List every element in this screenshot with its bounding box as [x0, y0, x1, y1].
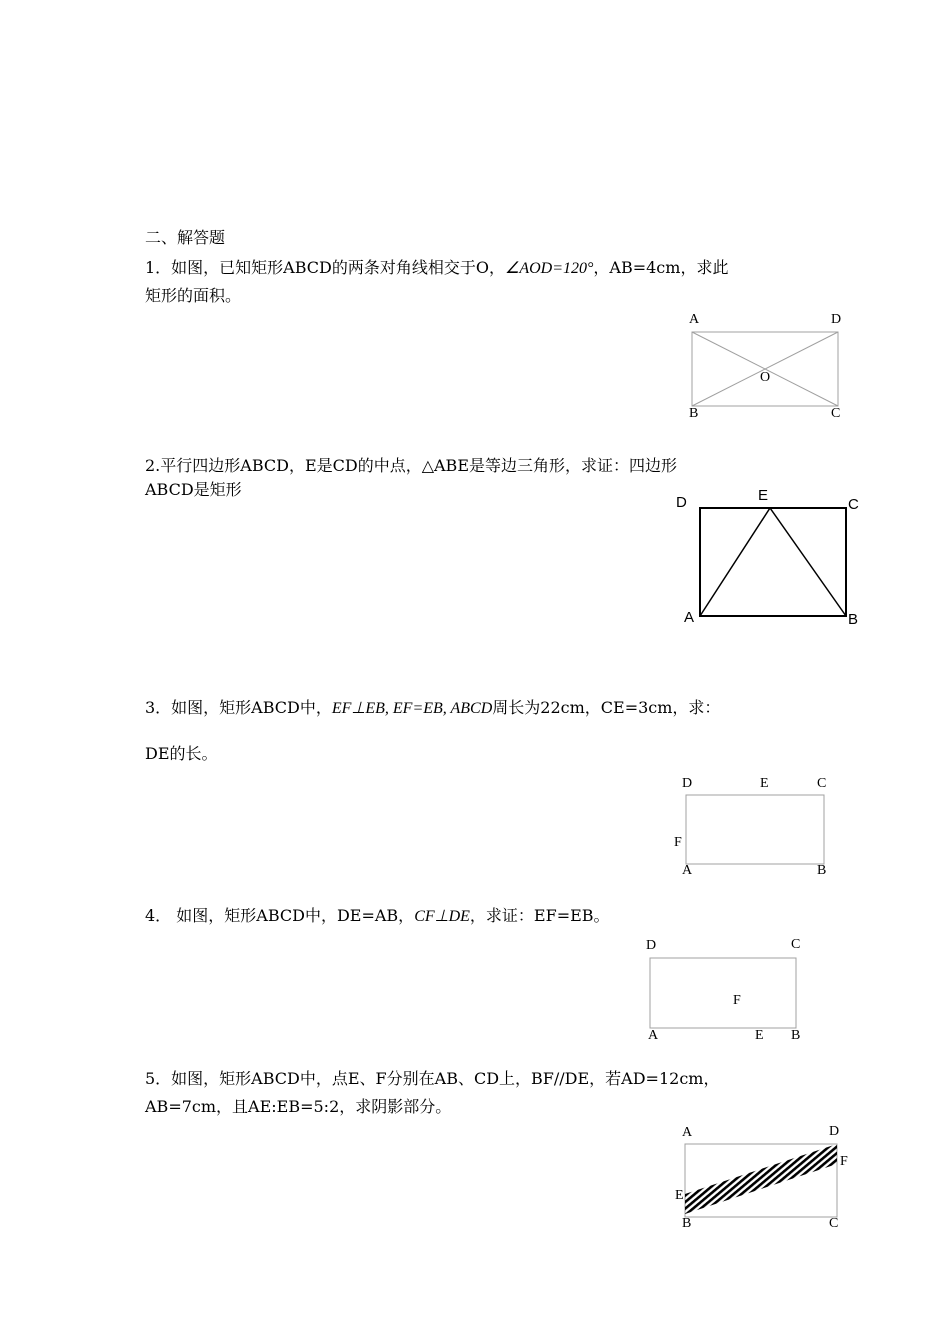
q4-math: CF⊥DE: [414, 908, 470, 925]
q5-label-f: F: [840, 1154, 848, 1169]
q1-text-a: 1．如图，已知矩形ABCD的两条对角线相交于O，: [145, 258, 505, 277]
q3-text-b: 周长为22cm，CE=3cm，求：: [492, 698, 721, 717]
q2-label-d: D: [676, 494, 687, 511]
q1-label-d: D: [831, 312, 842, 327]
q3-label-a: A: [682, 863, 693, 878]
section-title: 二、解答题: [145, 228, 226, 247]
q2-label-c: C: [848, 496, 859, 513]
q1-label-c: C: [831, 406, 841, 421]
q5-label-d: D: [829, 1124, 840, 1139]
q2-line1: 2.平行四边形ABCD，E是CD的中点，△ABE是等边三角形，求证：四边形: [145, 456, 677, 475]
q2-label-a: A: [684, 609, 695, 626]
q2-label-e: E: [758, 487, 769, 504]
q2-line2: ABCD是矩形: [145, 480, 242, 499]
q4-label-c: C: [791, 937, 801, 952]
q3-line2: DE的长。: [145, 744, 218, 763]
q5-line2: AB=7cm，且AE:EB=5:2，求阴影部分。: [145, 1097, 452, 1116]
q4-text-a: 4． 如图，矩形ABCD中，DE=AB，: [145, 906, 415, 925]
q3-label-f: F: [674, 835, 682, 850]
q5-line1: 5．如图，矩形ABCD中，点E、F分别在AB、CD上，BF//DE，若AD=12cm，: [145, 1069, 720, 1088]
q1-label-o: O: [760, 370, 771, 385]
q5-label-e: E: [675, 1188, 684, 1203]
q5-shaded-region: [685, 1144, 837, 1214]
q1-line2: 矩形的面积。: [145, 286, 242, 305]
q4-text-b: ，求证：EF=EB。: [469, 906, 610, 925]
q3-math: EF⊥EB, EF=EB, ABCD: [331, 700, 493, 717]
q3-label-e: E: [760, 776, 769, 791]
q1-math: ∠AOD=120°: [504, 260, 594, 277]
q3-text-a: 3．如图，矩形ABCD中，: [145, 698, 332, 717]
q4-label-d: D: [646, 938, 657, 953]
q1-label-b: B: [689, 406, 699, 421]
q3-label-b: B: [817, 863, 827, 878]
q5-label-b: B: [682, 1216, 692, 1231]
q4-label-a: A: [648, 1028, 659, 1043]
q3-label-d: D: [682, 776, 693, 791]
q4-label-e: E: [755, 1028, 764, 1043]
q3-label-c: C: [817, 776, 827, 791]
q4-label-f: F: [733, 993, 741, 1008]
q1-label-a: A: [689, 312, 700, 327]
q2-label-b: B: [848, 611, 859, 628]
q4-label-b: B: [791, 1028, 801, 1043]
q1-text-b: ，AB=4cm，求此: [593, 258, 729, 277]
q5-label-c: C: [829, 1216, 839, 1231]
q5-label-a: A: [682, 1125, 693, 1140]
